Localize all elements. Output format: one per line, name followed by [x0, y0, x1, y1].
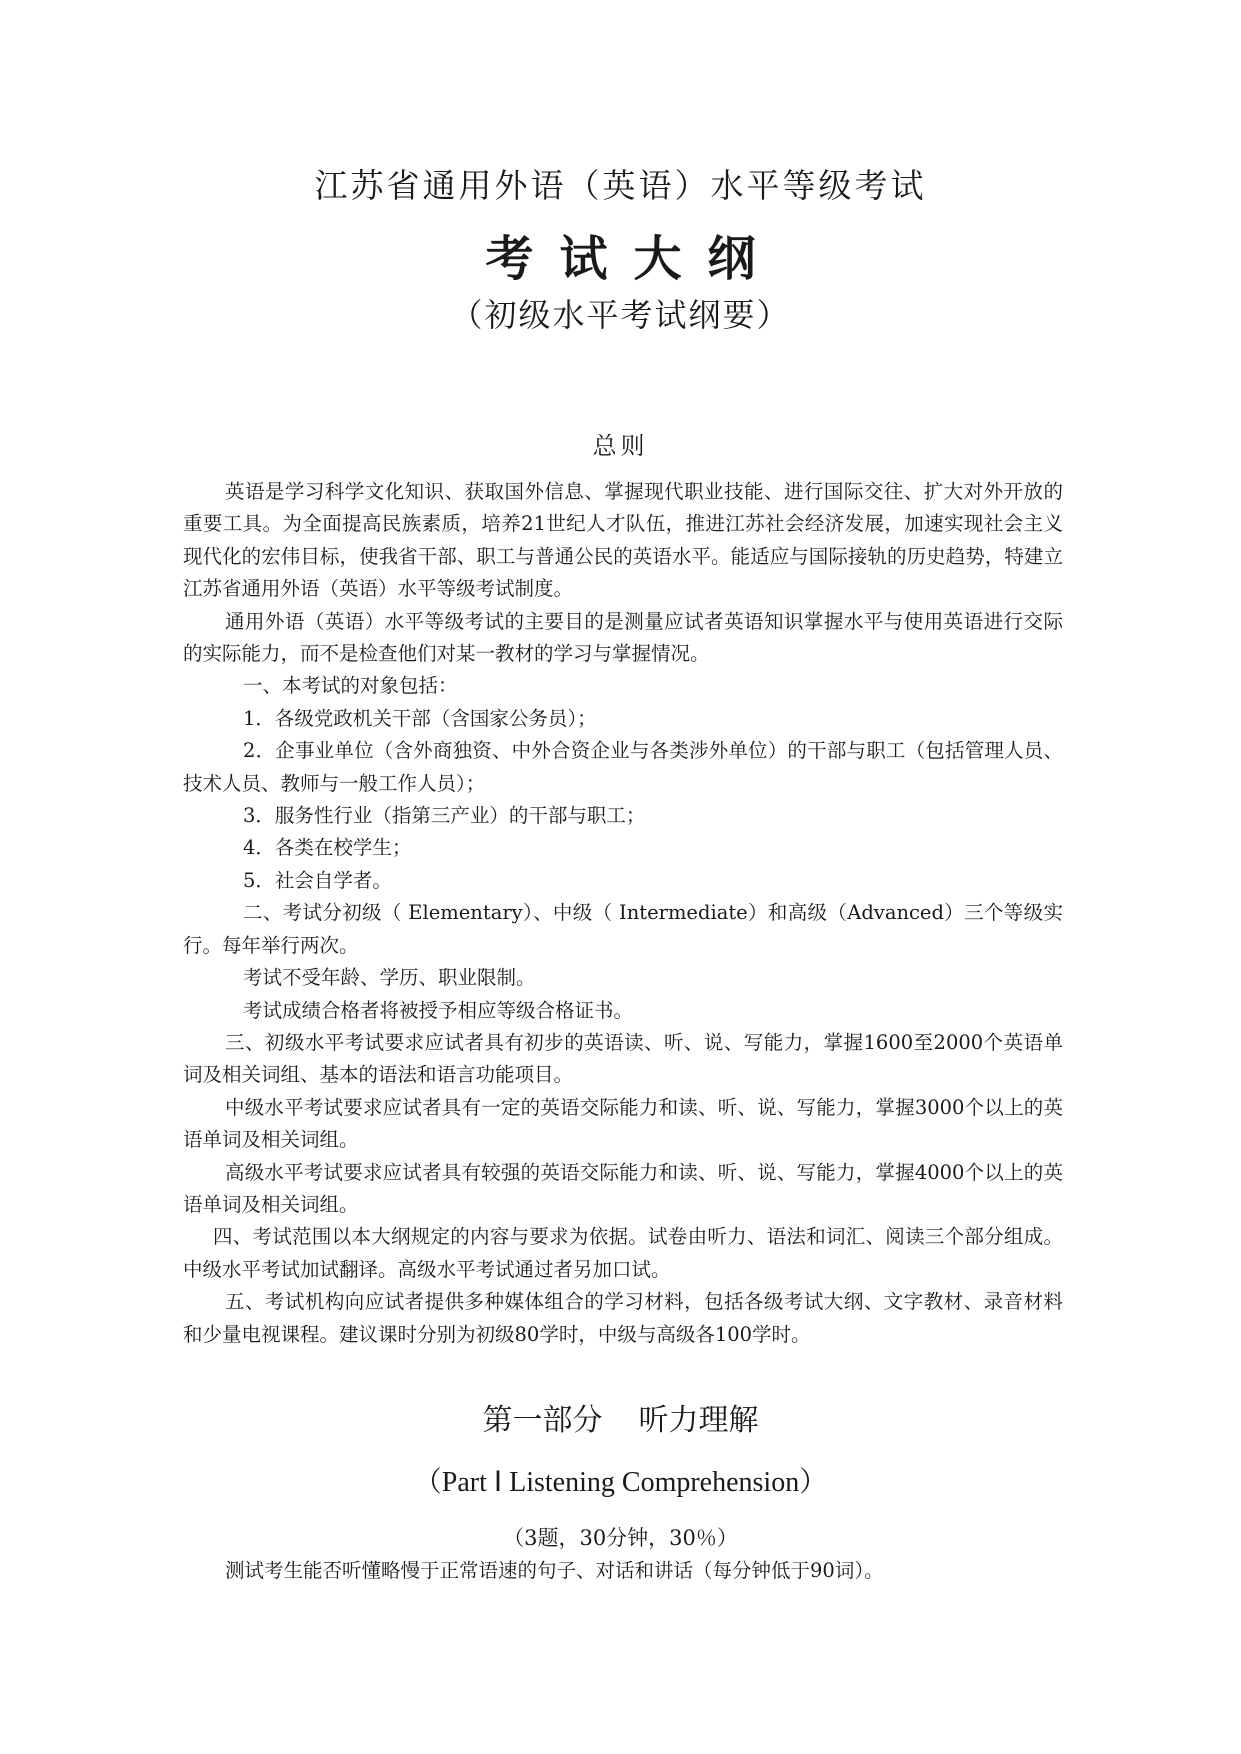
paragraph: 二、考试分初级（ Elementary）、中级（ Intermediate）和高级（Advanced）三个等级实行。每年举行两次。 — [183, 901, 1063, 957]
part1-meta: （3题，30分钟，30％） — [503, 1526, 738, 1550]
paragraph: 高级水平考试要求应试者具有较强的英语交际能力和读、听、说、写能力，掌握4000个以上的英语单词及相关词组。 — [183, 1160, 1063, 1216]
part1-heading-english: （Part Ⅰ Listening Comprehension） — [413, 1467, 828, 1498]
list-item: 1．各级党政机关干部（含国家公务员）； — [243, 706, 597, 730]
part1-description: 测试考生能否听懂略慢于正常语速的句子、对话和讲话（每分钟低于90词）。 — [225, 1559, 884, 1582]
paragraph: 英语是学习科学文化知识、获取国外信息、掌握现代职业技能、进行国际交往、扩大对外开放的重要工具。为全面提高民族素质，培养21世纪人才队伍，推进江苏社会经济发展，加速实现社会主义现代化的宏伟目标，使我省干部、职工与普通公民的英语水平。能适应与国际接轨的历史趋势，特建立江苏省通用外语（英语）水平等级考试制度。 — [183, 480, 1063, 601]
document-subtitle: （初级水平考试纲要） — [450, 296, 791, 334]
part1-heading-number: 第一部分 — [482, 1403, 603, 1438]
general-body — [183, 476, 1063, 1351]
paragraph: 中级水平考试要求应试者具有一定的英语交际能力和读、听、说、写能力，掌握3000个以上的英语单词及相关词组。 — [183, 1095, 1063, 1152]
exam-name: 江苏省通用外语（英语）水平等级考试 — [314, 166, 927, 205]
general-heading: 总则 — [592, 432, 649, 460]
list-heading: 一、本考试的对象包括： — [243, 674, 458, 698]
paragraph: 三、初级水平考试要求应试者具有初步的英语读、听、说、写能力，掌握1600至2000个英语单词及相关词组、基本的语法和语言功能项目。 — [183, 1030, 1063, 1087]
list-item: 2．企事业单位（含外商独资、中外合资企业与各类涉外单位）的干部与职工（包括管理人员、技术人员、教师与一般工作人员）； — [183, 739, 1063, 795]
part1-heading — [0, 1395, 1241, 1439]
paragraph: 考试不受年龄、学历、职业限制。 — [243, 966, 536, 990]
part1-heading-title: 听力理解 — [638, 1403, 759, 1438]
paragraph: 通用外语（英语）水平等级考试的主要目的是测量应试者英语知识掌握水平与使用英语进行交际的实际能力，而不是检查他们对某一教材的学习与掌握情况。 — [183, 609, 1063, 666]
document-title: 考试大纲 — [485, 231, 782, 287]
list-item: 3．服务性行业（指第三产业）的干部与职工； — [243, 804, 646, 828]
paragraph: 四、考试范围以本大纲规定的内容与要求为依据。试卷由听力、语法和词汇、阅读三个部分组成。中级水平考试加试翻译。高级水平考试通过者另加口试。 — [183, 1225, 1063, 1281]
list-item: 5．社会自学者。 — [243, 868, 392, 892]
list-item: 4．各类在校学生； — [243, 836, 412, 860]
paragraph: 考试成绩合格者将被授予相应等级合格证书。 — [243, 998, 634, 1022]
paragraph: 五、考试机构向应试者提供多种媒体组合的学习材料，包括各级考试大纲、文字教材、录音材料和少量电视课程。建议课时分别为初级80学时，中级与高级各100学时。 — [183, 1290, 1063, 1346]
